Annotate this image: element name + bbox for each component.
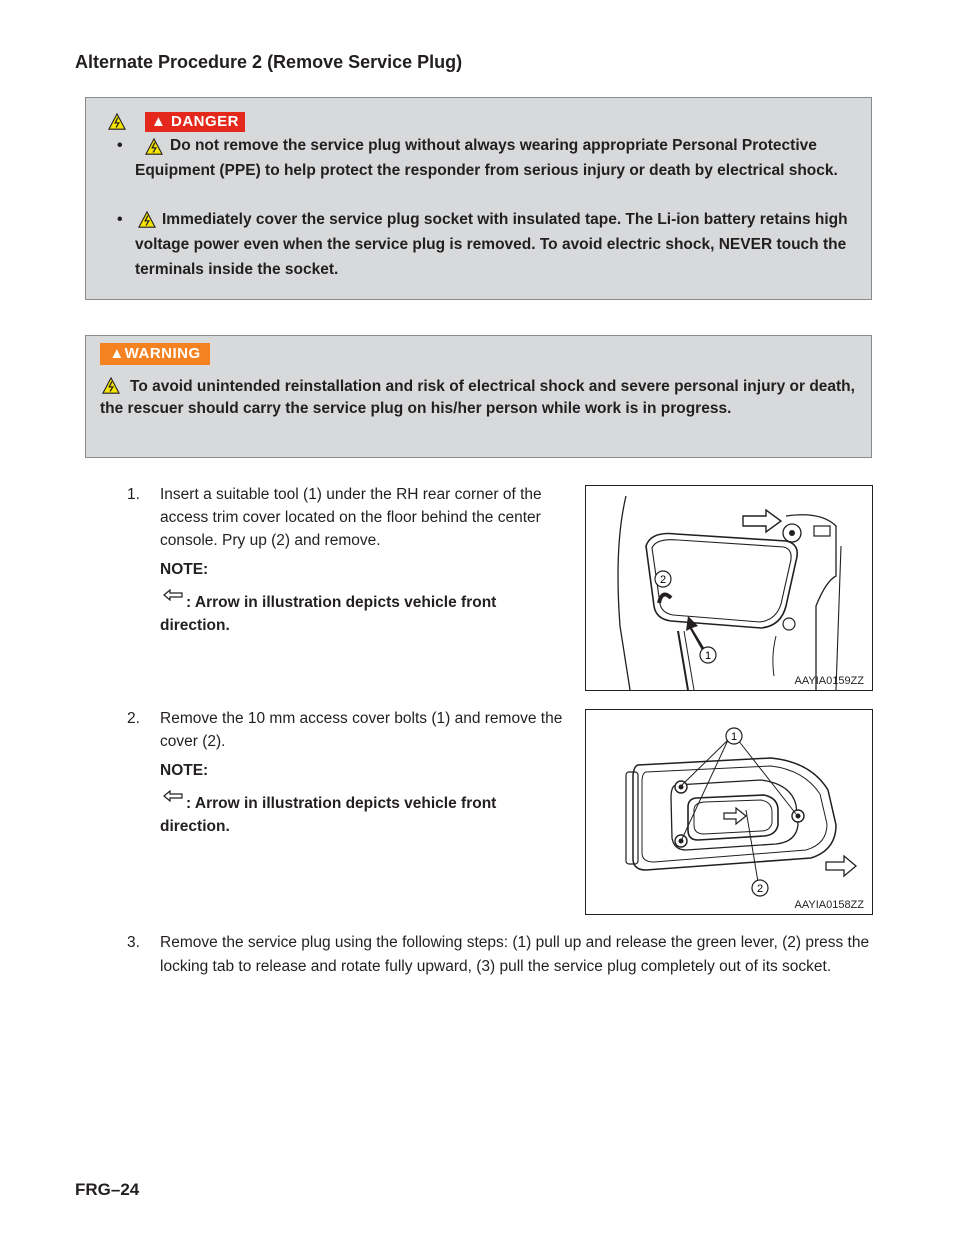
- access-cover-illustration: [586, 710, 872, 914]
- bullet: •: [117, 211, 123, 228]
- svg-text:2: 2: [659, 574, 667, 586]
- step-text: Remove the 10 mm access cover bolts (1) and remove the cover (2).: [160, 710, 563, 750]
- trim-cover-illustration: [586, 486, 872, 690]
- warning-triangle-icon: ▲: [109, 345, 125, 362]
- figure-code: AAYIA0158ZZ: [794, 899, 864, 911]
- danger-item-1: Do not remove the service plug without always wearing appropriate Personal Protective Equipment (PPE) to help protect the responder from serious injury or death by electrical shock.: [135, 137, 838, 179]
- step-text: Remove the service plug using the following steps: (1) pull up and release the green lever, (2) press the locking tab to release and rotate fully upward, (3) pull the service plug completely out of its socket.: [160, 934, 870, 975]
- note-text: : Arrow in illustration depicts vehicle front direction.: [160, 594, 497, 634]
- note-label: NOTE:: [160, 762, 209, 779]
- svg-text:1: 1: [704, 650, 712, 662]
- note-label: NOTE:: [160, 561, 209, 578]
- step-text: Insert a suitable tool (1) under the RH rear corner of the access trim cover located on the floor behind the center console. Pry up (2) and remove.: [160, 486, 542, 549]
- note-text: : Arrow in illustration depicts vehicle front direction.: [160, 795, 497, 835]
- danger-badge: ▲ DANGER: [145, 112, 245, 132]
- svg-text:2: 2: [756, 883, 764, 895]
- figure-code: AAYIA0159ZZ: [794, 675, 864, 687]
- step-number: 1.: [127, 486, 140, 503]
- figure-access-cover-bolts: [585, 709, 873, 915]
- danger-item-2: Immediately cover the service plug socket with insulated tape. The Li-ion battery retains high voltage power even when the service plug is removed. To avoid electric shock, NEVER touch the terminals inside the socket.: [135, 211, 848, 278]
- warning-text: To avoid unintended reinstallation and risk of electrical shock and severe personal injury or death, the rescuer should carry the service plug on his/her person while work is in progress.: [100, 378, 855, 417]
- section-heading: Alternate Procedure 2 (Remove Service Plug): [75, 52, 463, 72]
- warning-triangle-icon: ▲: [150, 113, 167, 130]
- step-number: 2.: [127, 710, 140, 727]
- high-voltage-icon: [108, 113, 126, 131]
- step-number: 3.: [127, 934, 140, 951]
- bullet: •: [117, 137, 123, 154]
- figure-access-trim-cover: [585, 485, 873, 691]
- svg-text:1: 1: [730, 731, 738, 743]
- warning-badge: ▲WARNING: [100, 343, 210, 365]
- page-number: FRG–24: [75, 1180, 140, 1199]
